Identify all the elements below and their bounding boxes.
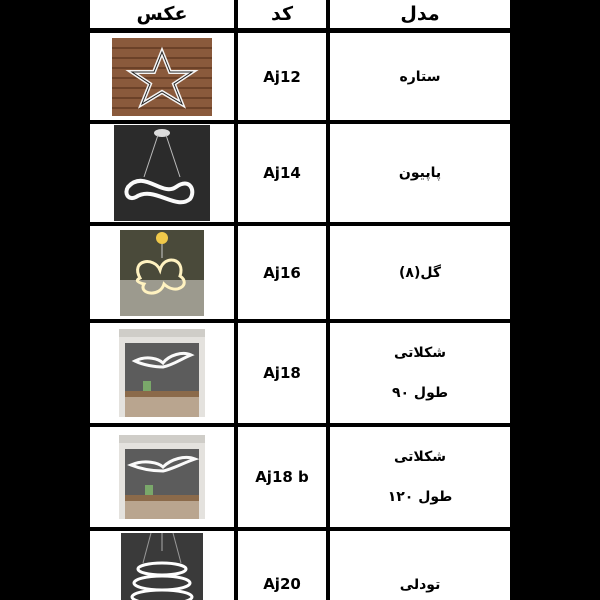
header-image: عکس xyxy=(90,0,234,28)
flower-chandelier-photo xyxy=(120,230,204,316)
bowtie-chandelier-photo xyxy=(114,125,210,221)
row-1-model-line-1: ستاره xyxy=(399,68,441,85)
row-2-code: Aj14 xyxy=(238,124,326,222)
row-1-model xyxy=(330,33,510,120)
row-4-model-line-2: طول ۹۰ xyxy=(391,385,449,401)
row-6-image-cell xyxy=(90,531,234,600)
row-1-image-cell xyxy=(90,33,234,120)
row-5-image-cell xyxy=(90,427,234,527)
row-5-model-line-1: شکلاتی xyxy=(394,449,446,465)
chocolate-chandelier-90-photo xyxy=(119,329,205,417)
row-6-model xyxy=(330,531,510,600)
row-2-model xyxy=(330,124,510,222)
spiral-chandelier-photo xyxy=(121,533,203,600)
row-4-image-cell xyxy=(90,323,234,423)
row-2-model-line-1: پاپیون xyxy=(398,165,442,181)
row-3-model-line-1: گل(۸) xyxy=(399,264,441,281)
row-5-model-line-2: طول ۱۲۰ xyxy=(387,489,453,505)
row-3-image-cell xyxy=(90,226,234,319)
row-5-code: Aj18 b xyxy=(238,427,326,527)
product-table xyxy=(88,0,512,600)
row-6-code: Aj20 xyxy=(238,531,326,600)
row-3-model xyxy=(330,226,510,319)
row-2-image-cell xyxy=(90,124,234,222)
row-1-code: Aj12 xyxy=(238,33,326,120)
row-5-model xyxy=(330,427,510,527)
row-6-model-line-1: تودلی xyxy=(399,577,441,593)
row-4-model xyxy=(330,323,510,423)
header-model: مدل xyxy=(330,0,510,28)
chocolate-chandelier-120-photo xyxy=(119,435,205,519)
row-4-code: Aj18 xyxy=(238,323,326,423)
header-code: کد xyxy=(238,0,326,28)
row-3-code: Aj16 xyxy=(238,226,326,319)
row-4-model-line-1: شکلاتی xyxy=(394,345,446,361)
star-chandelier-photo xyxy=(112,38,212,116)
